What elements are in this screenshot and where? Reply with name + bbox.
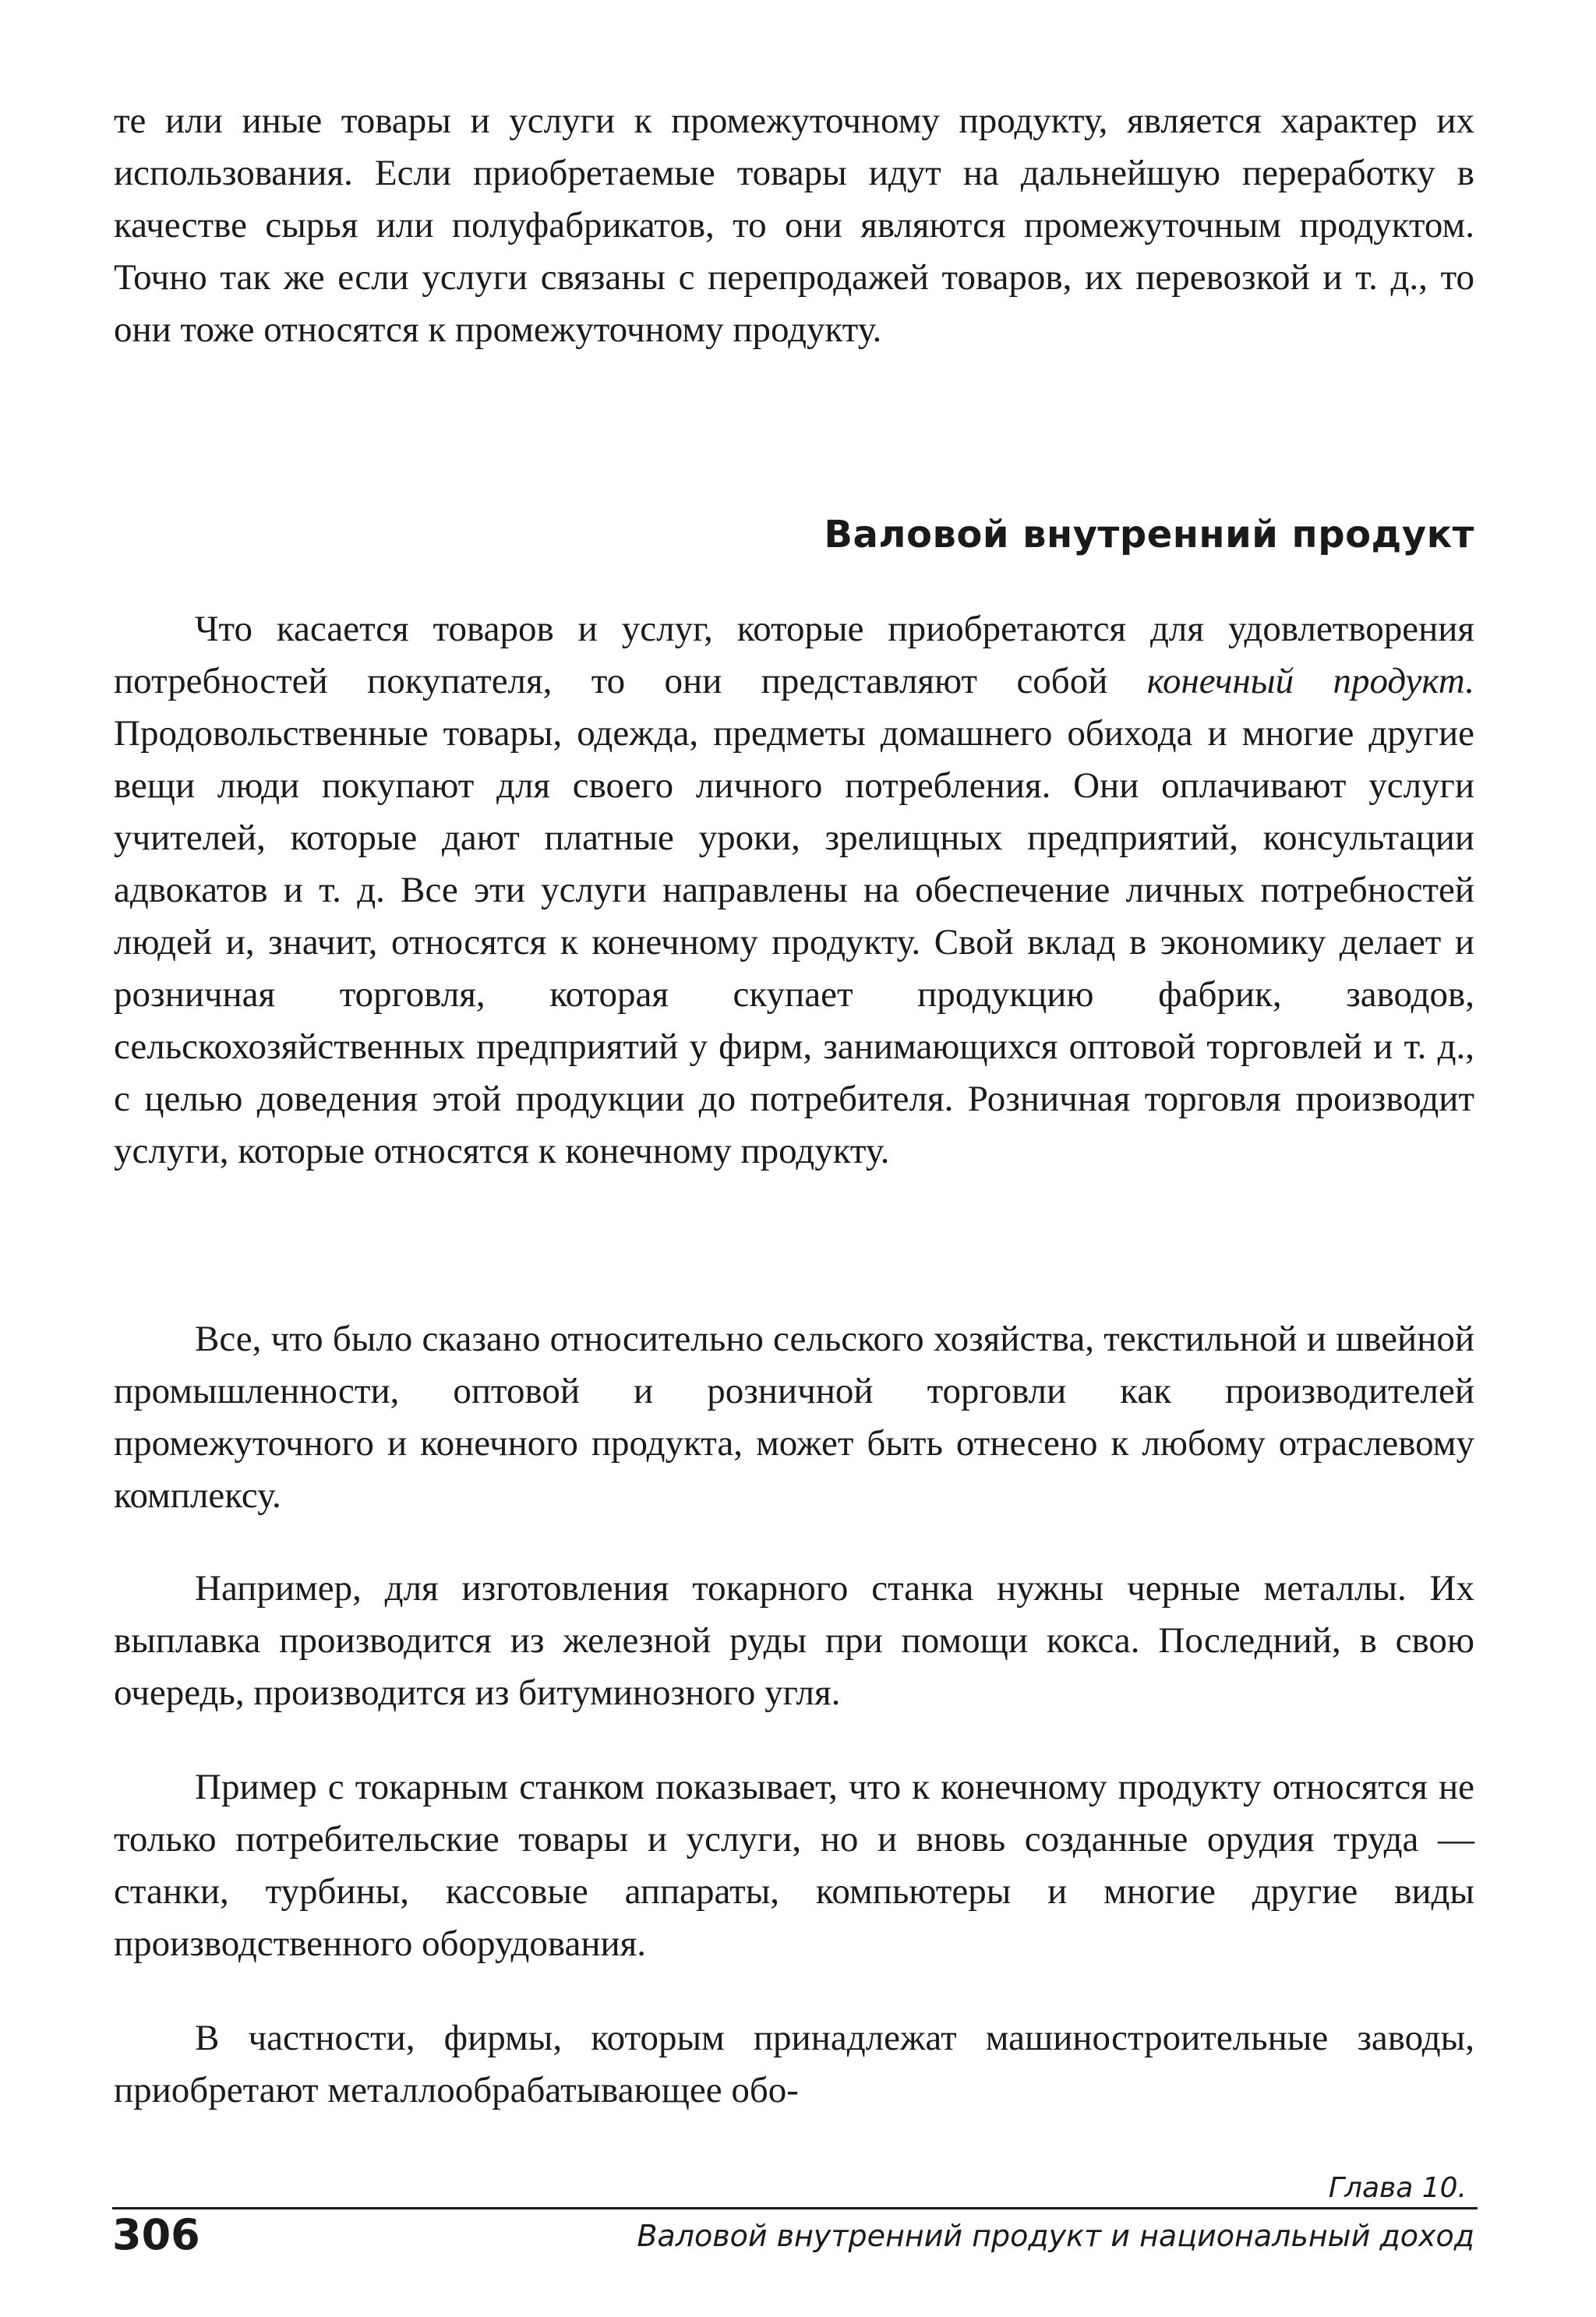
- paragraph-machine-building: В частности, фирмы, которым принадлежат машиностроительные заводы, приобретают металлообрабатывающее обо-: [114, 2018, 1474, 2110]
- paragraph-industries: Все, что было сказано относительно сельского хозяйства, текстильной и швейной промышленности, оптовой и розничной торговли как производителей промежуточного и конечного продукта, может быть отнесено к любому отраслевому комплексу.: [114, 1319, 1474, 1516]
- paragraph-lathe-conclusion: Пример с токарным станком показывает, что к конечному продукту относятся не только потребительские товары и услуги, но и вновь созданные орудия труда — станки, турбины, кассовые аппараты, компьютеры и многие другие виды производственного оборудования.: [114, 1767, 1474, 1964]
- section-heading: Валовой внутренний продукт: [824, 513, 1474, 556]
- page-number: 306: [112, 2210, 200, 2259]
- paragraph-continued: те или иные товары и услуги к промежуточному продукту, является характер их использования. Если приобретаемые товары идут на дальнейшую переработку в качестве сырья или полуфабрикатов, то они являются промежуточным продуктом. Точно так же если услуги связаны с перепродажей товаров, их перевозкой и т. д., то они тоже относятся к промежуточному продукту.: [114, 101, 1474, 350]
- paragraph-final-product: [114, 603, 1474, 1178]
- emphasized-term: конечный продукт.: [1146, 661, 1474, 701]
- paragraph-text-end: Продовольственные товары, одежда, предметы домашнего обихода и многие другие вещи люди покупают для своего личного потребления. Они оплачивают услуги учителей, которые дают платные уроки, зрелищных предприятий, консультации адвокатов и т. д. Все эти услуги направлены на обеспечение личных потребностей людей и, значит, относятся к конечному продукту. Свой вклад в экономику делает и розничная торговля, которая скупает продукцию фабрик, заводов, сельскохозяйственных предприятий у фирм, занимающихся оптовой торговлей и т. д., с целью доведения этой продукции до потребителя. Розничная торговля производит услуги, которые относятся к конечному продукту.: [114, 713, 1474, 1171]
- running-footer-chapter: Глава 10.: [1328, 2172, 1467, 2204]
- paragraph-text-start: Что касается товаров и услуг, которые приобретаются для удовлетворения потребностей покупателя, то они представляют собой: [114, 609, 1474, 701]
- footer-rule: [112, 2207, 1478, 2209]
- paragraph-lathe-example: Например, для изготовления токарного станка нужны черные металлы. Их выплавка производится из железной руды при помощи кокса. Последний, в свою очередь, производится из битуминозного угля.: [114, 1568, 1474, 1713]
- running-footer-title: Валовой внутренний продукт и национальный доход: [637, 2219, 1474, 2253]
